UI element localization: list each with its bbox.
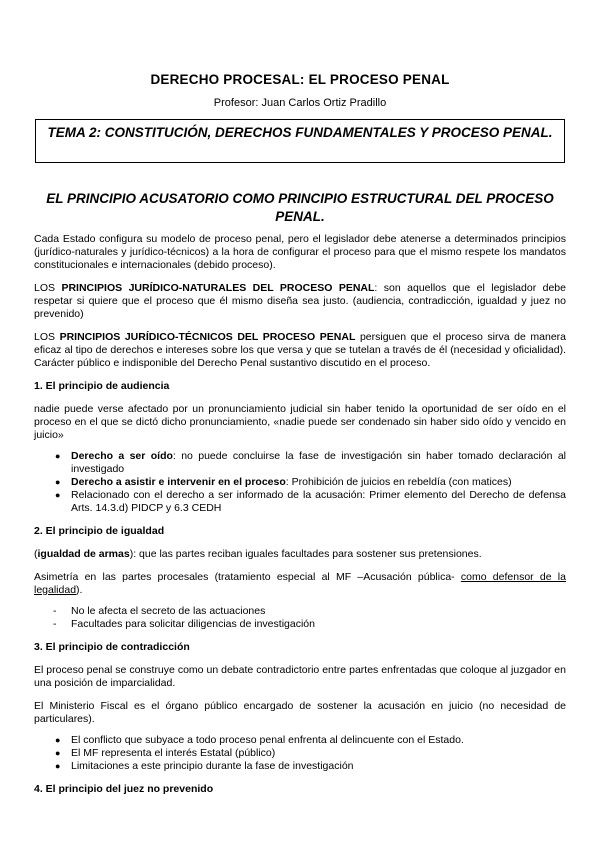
contradiccion-list [34,734,566,773]
section-heading-juez-no-prevenido: 4. El principio del juez no prevenido [34,783,214,795]
paragraph-text: : son aquellos que el legislador debe respetar si quiere que el proceso que él mismo diseña sea justo. (audiencia, contradicción, igualdad y juez no prevenido) [34,282,566,320]
paren: ( [34,548,38,560]
audiencia-paragraph: nadie puede verse afectado por un pronunciamiento judicial sin haber tenido la oportunidad de ser oído en el proceso en el que se dictó dicho pronunciamiento, «nadie puede ser condenado sin haber sido oído y vencido en juicio» [34,403,566,441]
list-item: - Facultades para solicitar diligencias de investigación [71,618,566,631]
section-heading-contradiccion: 3. El principio de contradicción [34,641,190,653]
paragraph-text: ): que las partes reciban iguales facultades para sostener sus pretensiones. [129,548,482,560]
igualdad-paragraph [34,548,566,561]
prefix: LOS [34,331,60,343]
section-title: EL PRINCIPIO ACUSATORIO COMO PRINCIPIO ESTRUCTURAL DEL PROCESO PENAL. [46,191,554,224]
contradiccion-paragraph-1: El proceso penal se construye como un debate contradictorio entre partes enfrentadas que coloque al juzgador en una posición de imparcialidad. [34,664,566,689]
underlined-text: como defensor de la legalidad [34,571,566,596]
principios-naturales-paragraph [34,282,566,321]
contradiccion-paragraph-2: El Ministerio Fiscal es el órgano público encargado de sostener la acusación en juicio (no necesidad de particulares). [34,700,566,725]
list-item: - No le afecta el secreto de las actuaciones [71,605,566,618]
list-item [71,450,566,476]
list-item: ● El MF representa el interés Estatal (público) [71,747,566,760]
bold-term: Derecho a asistir e intervenir en el proceso [71,476,286,488]
tema-box: TEMA 2: CONSTITUCIÓN, DERECHOS FUNDAMENTALES Y PROCESO PENAL. [35,119,565,163]
paragraph-end: ). [76,584,83,596]
paragraph-text: persiguen que el proceso sirva de manera eficaz al tipo de derechos e intereses sobre los que versa y que se tutelan a través de él (necesidad y oficialidad). Carácter público e indisponible del Derecho Penal sustantivo discutido en el proceso. [34,331,566,369]
intro-paragraph: Cada Estado configura su modelo de proceso penal, pero el legislador debe atenerse a determinados principios (jurídico-naturales y jurídico-técnicos) a la hora de configurar el proceso para que el mismo respete los mandatos constitucionales e internacionales (debido proceso). [34,233,566,271]
section-heading-igualdad: 2. El principio de igualdad [34,525,165,537]
document-body [34,233,566,806]
bold-term: igualdad de armas [37,548,130,560]
bold-term: PRINCIPIOS JURÍDICO-TÉCNICOS DEL PROCESO PENAL [59,331,356,343]
paragraph-text: Asimetría en las partes procesales (tratamiento especial al MF –Acusación pública- [34,571,461,583]
list-item: ● El conflicto que subyace a todo proceso penal enfrenta al delincuente con el Estado. [71,734,566,747]
list-item: ● Limitaciones a este principio durante la fase de investigación [71,760,566,773]
item-text: : Prohibición de juicios en rebeldía (con matices) [285,476,512,488]
audiencia-list [34,450,566,515]
asimetria-paragraph [34,571,566,597]
igualdad-list [34,605,566,631]
item-text: : no puede concluirse la fase de investigación sin haber tomado declaración al investigado [71,450,567,475]
prefix: LOS [34,282,62,294]
list-item: ● Relacionado con el derecho a ser informado de la acusación: Primer elemento del Derecho de defensa Arts. 14.3.d) PIDCP y 6.3 CEDH [71,489,566,515]
bold-term: Derecho a ser oído [71,450,173,462]
professor-line: Profesor: Juan Carlos Ortiz Pradillo [213,97,387,109]
bold-term: PRINCIPIOS JURÍDICO-NATURALES DEL PROCESO PENAL [61,282,375,294]
list-item [71,476,566,489]
document-title: DERECHO PROCESAL: EL PROCESO PENAL [150,72,450,87]
principios-tecnicos-paragraph [34,331,566,370]
section-heading-audiencia: 1. El principio de audiencia [34,380,170,392]
